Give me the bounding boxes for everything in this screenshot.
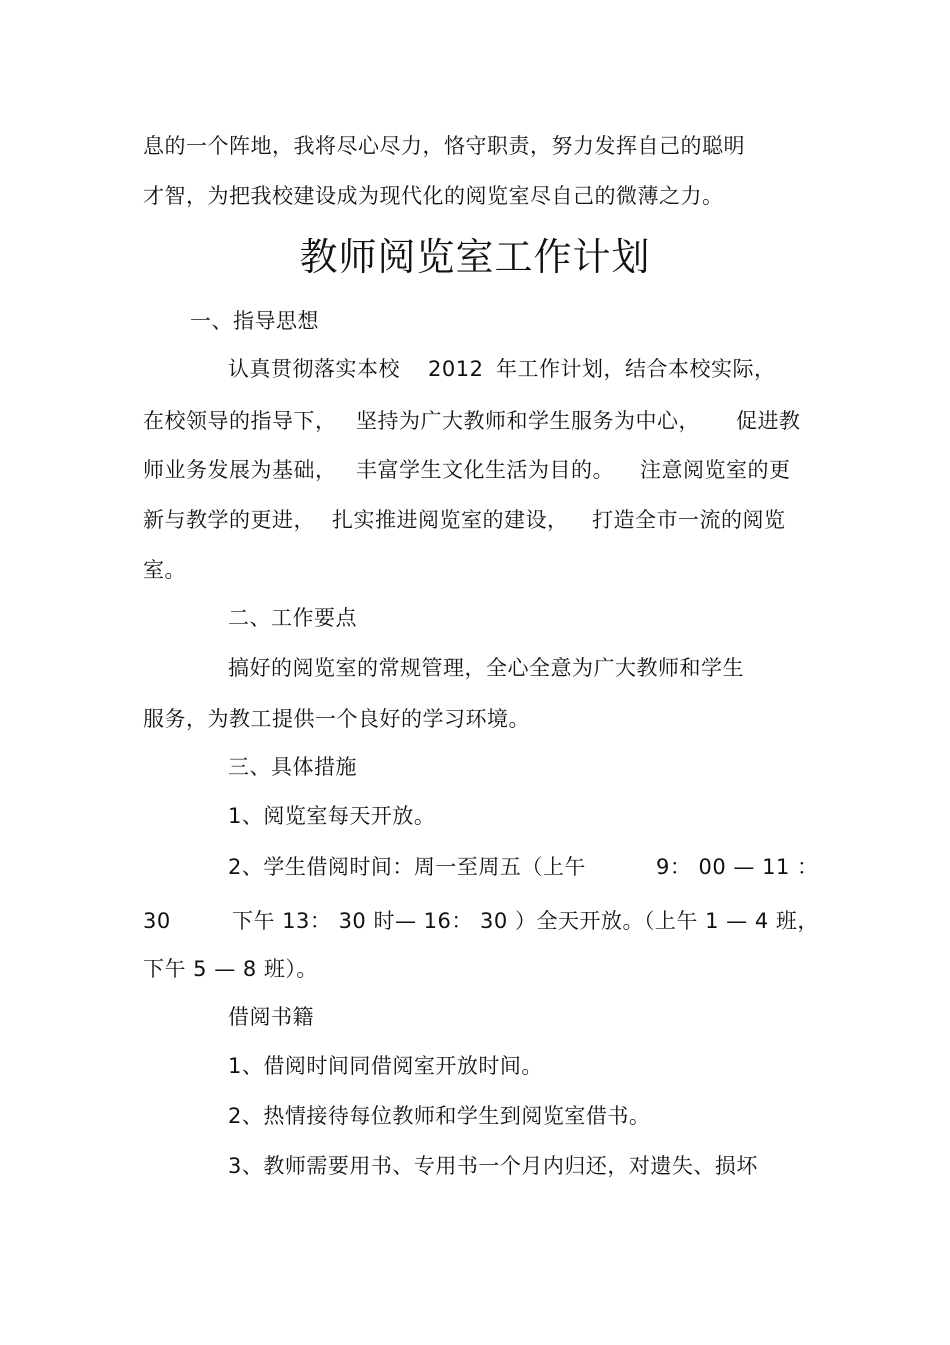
text-segment: 年工作计划，结合本校实际， (496, 357, 776, 381)
text-segment: 坚持为广大教师和学生服务为中心， (356, 409, 700, 433)
text-segment: 促进教 (736, 409, 801, 433)
list-item-1: 1、阅览室每天开放。 (228, 804, 436, 828)
text-segment: 认真贯彻落实本校 (228, 357, 400, 381)
book-item-3: 3、教师需要用书、专用书一个月内归还，对遗失、损坏 (228, 1154, 758, 1178)
intro-line-2: 才智，为把我校建设成为现代化的阅览室尽自己的微薄之力。 (143, 184, 724, 208)
book-item-2: 2、热情接待每位教师和学生到阅览室借书。 (228, 1104, 651, 1128)
section-1-heading: 一、指导思想 (190, 309, 319, 333)
text-segment: 丰富学生文化生活为目的。 (356, 458, 614, 482)
text-segment: 新与教学的更进， (143, 508, 315, 532)
section-2-paragraph-line-1: 搞好的阅览室的常规管理，全心全意为广大教师和学生 (228, 656, 744, 680)
section-1-paragraph-line-5: 室。 (143, 558, 186, 582)
text-segment: 2、学生借阅时间：周一至周五（上午 (228, 855, 586, 879)
book-item-1: 1、借阅时间同借阅室开放时间。 (228, 1054, 543, 1078)
sub-heading: 借阅书籍 (228, 1005, 314, 1029)
section-3-heading: 三、具体措施 (228, 755, 357, 779)
intro-line-1: 息的一个阵地，我将尽心尽力，恪守职责，努力发挥自己的聪明 (143, 134, 745, 158)
time-value: 9： 00 — 11 ： (656, 855, 819, 879)
list-item-2-line-3: 下午 5 — 8 班）。 (143, 957, 318, 981)
document-title: 教师阅览室工作计划 (299, 235, 651, 279)
text-segment: 打造全市一流的阅览 (592, 508, 786, 532)
text-segment: 注意阅览室的更 (640, 458, 791, 482)
text-segment: 下午 13： 30 时— 16： 30 ）全天开放。（上午 1 — 4 班， (232, 909, 819, 933)
section-2-heading: 二、工作要点 (228, 606, 357, 630)
section-2-paragraph-line-2: 服务，为教工提供一个良好的学习环境。 (143, 707, 530, 731)
text-segment: 扎实推进阅览室的建设， (332, 508, 569, 532)
time-value: 30 (143, 909, 171, 933)
text-segment: 师业务发展为基础， (143, 458, 337, 482)
text-segment: 在校领导的指导下， (143, 409, 337, 433)
year-value: 2012 (428, 357, 484, 381)
